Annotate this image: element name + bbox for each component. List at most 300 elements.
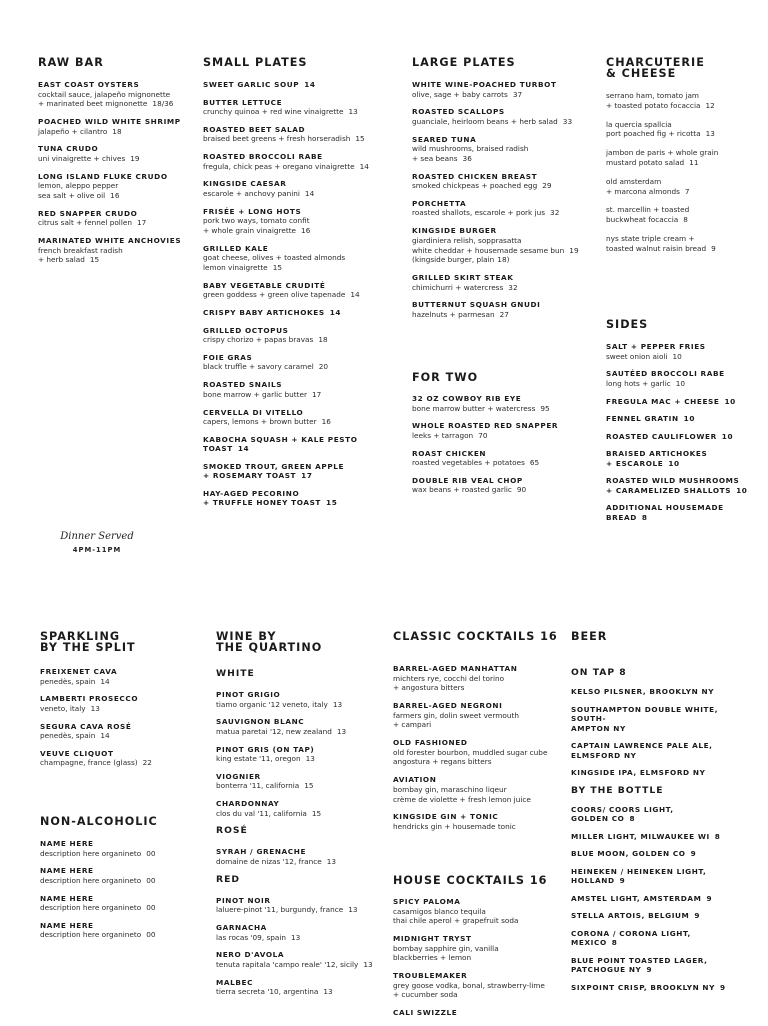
menu-item: [216, 847, 391, 866]
item-name-text: + ROSEMARY TOAST: [203, 471, 297, 481]
item-name: [412, 80, 602, 90]
item-description-text: green goddess + green olive tapenade: [203, 290, 346, 300]
item-description-text: wild mushrooms, braised radish: [412, 144, 529, 154]
item-name-text: VIOGNIER: [216, 771, 261, 781]
item-description-text: hazelnuts + parmesan: [412, 309, 495, 319]
menu-item: [203, 435, 403, 454]
menu-item: [203, 380, 403, 399]
menu-item: [606, 205, 756, 225]
item-description-text: pork two ways, tomato confit: [203, 216, 310, 226]
item-price: 7: [684, 186, 690, 196]
item-price: 29: [542, 181, 552, 191]
item-description-text: bonterra '11, california: [216, 781, 300, 791]
item-name: [412, 394, 602, 404]
item-name-text: GRILLED SKIRT STEAK: [412, 273, 514, 283]
item-name-text: SAUVIGNON BLANC: [216, 717, 305, 727]
item-name-text: COORS/ COORS LIGHT,: [571, 804, 674, 814]
item-description-text: long hots + garlic: [606, 378, 671, 388]
item-description-text: + campari: [393, 720, 432, 730]
item-price: 13: [705, 129, 715, 139]
item-description-text: description here organineto: [40, 903, 142, 913]
item-description: [606, 101, 756, 111]
menu-item: [412, 226, 602, 265]
item-description: [412, 236, 602, 246]
item-name: [40, 894, 210, 904]
item-description-text: guanciale, heirloom beans + herb salad: [412, 116, 558, 126]
item-description: [412, 283, 602, 293]
house-cocktails-section: [393, 875, 568, 1026]
item-description: [203, 107, 403, 117]
item-price: 18: [318, 335, 328, 345]
item-description: [40, 849, 210, 859]
item-description-text: description here organineto: [40, 848, 142, 858]
item-name-line2: [571, 814, 746, 824]
item-description: [38, 218, 198, 228]
beer-section: [571, 631, 746, 1000]
section-heading-line1: CHARCUTERIE: [606, 56, 705, 69]
item-name-text: OLD FASHIONED: [393, 738, 468, 748]
item-description: [393, 720, 568, 730]
item-list: [412, 394, 602, 495]
item-description-text: lemon vinaigrette: [203, 263, 268, 273]
item-name: [571, 705, 746, 724]
item-description: [606, 244, 756, 254]
menu-item: [412, 273, 602, 292]
item-description: [203, 417, 403, 427]
item-name-text: ROASTED SNAILS: [203, 380, 283, 390]
item-name-text: AMSTEL LIGHT, AMSTERDAM: [571, 893, 702, 903]
item-price: 13: [291, 932, 301, 942]
item-name: [571, 929, 746, 939]
item-description: [606, 158, 756, 168]
item-name: [412, 107, 602, 117]
item-name: [203, 489, 403, 499]
item-description: [40, 677, 210, 687]
item-price: 14: [359, 161, 369, 171]
item-price: 14: [304, 80, 316, 89]
item-name-text: PINOT GRIS (ON TAP): [216, 744, 315, 754]
menu-item: [571, 983, 746, 993]
section-heading: SIDES: [606, 318, 649, 331]
item-name-text: KELSO PILSNER, BROOKLYN NY: [571, 687, 715, 696]
item-name: [40, 722, 210, 732]
item-name: [412, 199, 602, 209]
section-heading: HOUSE COCKTAILS 16: [393, 874, 548, 887]
item-name-text: WHITE WINE-POACHED TURBOT: [412, 80, 557, 89]
menu-item: [606, 148, 756, 168]
item-description-text: black truffle + savory caramel: [203, 362, 314, 372]
item-description: [216, 700, 391, 710]
item-price: 15: [311, 808, 322, 818]
item-name: [38, 144, 198, 154]
section-heading-line1: WINE BY: [216, 630, 277, 643]
item-description: [38, 191, 198, 201]
item-description-text: bone marrow + garlic butter: [203, 389, 307, 399]
item-description: [412, 255, 602, 265]
item-name-text: CAPTAIN LAWRENCE PALE ALE,: [571, 741, 713, 750]
item-price: 00: [146, 848, 156, 858]
menu-item: [412, 80, 602, 99]
menu-item: [571, 929, 746, 948]
item-description: [216, 960, 391, 970]
item-name: [606, 342, 756, 352]
menu-item: [412, 449, 602, 468]
item-name-line2: [606, 513, 756, 523]
menu-item: [606, 91, 756, 111]
item-description-text: penedès, spain: [40, 731, 96, 741]
item-name: [393, 738, 568, 748]
item-name: [606, 397, 756, 407]
item-description: [393, 822, 568, 832]
item-name: [40, 921, 210, 931]
item-name: [40, 694, 210, 704]
menu-item: [203, 489, 403, 508]
item-price: 17: [301, 471, 313, 481]
item-description-text: hendricks gin + housemade tonic: [393, 821, 516, 831]
item-name-line2: [571, 751, 746, 761]
menu-item: [412, 394, 602, 413]
item-description: [393, 785, 568, 795]
item-price: 14: [350, 290, 360, 300]
menu-item: [571, 894, 746, 904]
item-list: [203, 80, 403, 508]
item-name: [393, 775, 568, 785]
item-name-text: NAME HERE: [40, 893, 94, 903]
item-description: [412, 310, 602, 320]
item-name: [606, 449, 756, 459]
item-description-text: + cucumber soda: [393, 990, 458, 1000]
item-description: [203, 362, 403, 372]
item-price: 10: [736, 485, 748, 495]
item-description: [203, 226, 403, 236]
item-price: 36: [462, 153, 472, 163]
item-description-text: domaine de nizas '12, france: [216, 856, 322, 866]
item-description: [216, 781, 391, 791]
item-description: [393, 916, 568, 926]
item-name: [571, 741, 746, 751]
menu-item: [203, 179, 403, 198]
subheading-white: WHITE: [216, 668, 255, 679]
item-name-text: TUNA CRUDO: [38, 144, 99, 154]
item-description-text: description here organineto: [40, 930, 142, 940]
item-name: [203, 80, 403, 90]
item-name-text: NAME HERE: [40, 920, 94, 930]
item-name-text: PINOT GRIGIO: [216, 690, 281, 699]
item-price: 14: [100, 731, 110, 741]
item-description-text: thai chile aperol + grapefruit soda: [393, 916, 519, 926]
item-description-text: bone marrow butter + watercress: [412, 403, 536, 413]
item-name-text: FOIE GRAS: [203, 352, 253, 362]
item-description: [606, 177, 756, 187]
item-description-text: king estate '11, oregon: [216, 754, 301, 764]
item-name-text: NERO D'AVOLA: [216, 950, 285, 960]
item-description: [216, 857, 391, 867]
item-description: [203, 253, 403, 263]
item-name-text: GRILLED KALE: [203, 243, 269, 253]
item-price: 10: [721, 431, 734, 441]
section-heading-line2: & CHEESE: [606, 67, 677, 80]
item-description: [203, 162, 403, 172]
item-name-text: ADDITIONAL HOUSEMADE: [606, 503, 724, 513]
item-description-text: buckwheat focaccia: [606, 215, 679, 225]
menu-item: [606, 503, 756, 522]
item-description-text: white cheddar + housemade sesame bun: [412, 245, 565, 255]
item-name: [606, 476, 756, 486]
menu-item: [393, 664, 568, 693]
item-price: 00: [146, 903, 156, 913]
menu-item: [571, 956, 746, 975]
item-description-text: port poached fig + ricotta: [606, 129, 701, 139]
item-name-text: FRISÉE + LONG HOTS: [203, 206, 302, 216]
item-description-text: citrus salt + fennel pollen: [38, 218, 132, 228]
menu-item: [393, 775, 568, 804]
item-name: [203, 380, 403, 390]
item-name: [606, 414, 756, 424]
item-description: [393, 748, 568, 758]
item-description: [606, 148, 756, 158]
item-price: 15: [89, 255, 100, 265]
item-description-text: capers, lemons + brown butter: [203, 417, 317, 427]
item-description: [203, 263, 403, 273]
item-description: [393, 907, 568, 917]
item-description: [393, 944, 568, 954]
item-name-text: GOLDEN CO: [571, 814, 625, 823]
item-price: 10: [672, 351, 682, 361]
item-description: [38, 181, 198, 191]
item-list: [216, 847, 391, 866]
item-price: 8: [683, 215, 688, 225]
item-description: [38, 127, 198, 137]
item-name-text: SIXPOINT CRISP, BROOKLYN NY: [571, 982, 716, 992]
item-name: [203, 98, 403, 108]
item-description: [412, 154, 602, 164]
menu-item: [606, 414, 756, 424]
item-description-text: bombay gin, maraschino liqeur: [393, 784, 507, 794]
item-name-text: SALT + PEPPER FRIES: [606, 342, 706, 351]
item-price: 16: [110, 190, 120, 200]
item-name-text: MALBEC: [216, 977, 254, 987]
item-name-text: PORCHETTA: [412, 198, 467, 208]
item-name-text: + TRUFFLE HONEY TOAST: [203, 498, 322, 508]
item-list: [393, 664, 568, 832]
item-name: [571, 983, 746, 993]
item-description: [412, 181, 602, 191]
item-description: [412, 90, 602, 100]
item-name-text: KINGSIDE IPA, ELMSFORD NY: [571, 768, 706, 777]
item-description-text: wax beans + roasted garlic: [412, 485, 512, 495]
item-name: [412, 449, 602, 459]
item-name-text: ROAST CHICKEN: [412, 448, 487, 458]
item-price-alt: 18): [497, 255, 510, 265]
item-price: 9: [694, 911, 701, 920]
item-name: [203, 125, 403, 135]
menu-item: [412, 476, 602, 495]
menu-item: [203, 152, 403, 171]
section-heading: SMALL PLATES: [203, 56, 308, 69]
item-description-text: farmers gin, dolin sweet vermouth: [393, 710, 519, 720]
item-name-text: CRISPY BABY ARTICHOKES: [203, 308, 325, 318]
item-name: [393, 664, 568, 674]
item-price: 13: [363, 959, 373, 969]
item-name-text: ROASTED SCALLOPS: [412, 107, 505, 117]
item-description: [606, 205, 756, 215]
menu-item: [393, 934, 568, 963]
item-description-text: tierra secreta '10, argentina: [216, 987, 319, 997]
item-name-text: KABOCHA SQUASH + KALE PESTO TOAST: [203, 434, 358, 454]
item-description-text: casamigos blanco tequila: [393, 906, 486, 916]
item-name: [393, 812, 568, 822]
item-price: 8: [641, 512, 648, 522]
item-price: 15: [304, 781, 314, 791]
menu-item: [40, 894, 210, 913]
menu-item: [38, 80, 198, 109]
item-name-text: ROASTED BROCCOLI RABE: [203, 152, 323, 162]
item-description-text: braised beet greens + fresh horseradish: [203, 134, 351, 144]
menu-item: [203, 80, 403, 90]
item-name-text: SWEET GARLIC SOUP: [203, 80, 300, 89]
item-description: [606, 129, 756, 139]
item-description-text: chimichurri + watercress: [412, 282, 504, 292]
item-description: [40, 704, 210, 714]
item-description: [393, 757, 568, 767]
menu-item: [412, 135, 602, 164]
item-name: [216, 772, 391, 782]
menu-item: [571, 805, 746, 824]
menu-item: [606, 120, 756, 140]
item-price: 00: [146, 930, 156, 940]
item-name-text: CALI SWIZZLE: [393, 1008, 458, 1018]
item-name: [203, 152, 403, 162]
item-description: [40, 903, 210, 913]
item-description-text: (kingside burger, plain: [412, 255, 495, 265]
item-description: [412, 458, 602, 468]
item-description-text: las rocas '09, spain: [216, 932, 287, 942]
item-name-text: SEARED TUNA: [412, 134, 477, 144]
item-price: 00: [146, 875, 156, 885]
item-description: [38, 90, 198, 100]
item-description-text: smoked chickpeas + poached egg: [412, 181, 538, 191]
item-price: 90: [516, 485, 527, 495]
item-name: [393, 971, 568, 981]
item-description: [40, 930, 210, 940]
menu-item: [38, 117, 198, 136]
menu-item: [203, 98, 403, 117]
item-name-text: 32 OZ COWBOY RIB EYE: [412, 394, 522, 403]
menu-item: [571, 705, 746, 734]
item-description-text: leeks + tarragon: [412, 430, 474, 440]
item-price: 8: [629, 814, 636, 823]
item-price: 13: [336, 726, 347, 736]
menu-item: [606, 369, 756, 388]
item-description: [393, 711, 568, 721]
menu-item: [203, 326, 403, 345]
item-name-text: LAMBERTI PROSECCO: [40, 694, 139, 704]
menu-item: [606, 342, 756, 361]
item-name: [412, 273, 602, 283]
menu-item: [40, 694, 210, 713]
item-price: 12: [705, 100, 715, 110]
item-description: [393, 795, 568, 805]
item-description-text: olive, sage + baby carrots: [412, 89, 508, 99]
menu-item: [216, 923, 391, 942]
item-price: 17: [136, 218, 147, 228]
item-description: [393, 683, 568, 693]
section-heading: FOR TWO: [412, 371, 479, 384]
item-description-text: michters rye, cocchi del torino: [393, 673, 505, 683]
item-description-text: champagne, france (glass): [40, 758, 138, 768]
item-name-text: BLUE MOON, GOLDEN CO: [571, 849, 686, 858]
item-name: [40, 667, 210, 677]
menu-item: [216, 772, 391, 791]
item-name: [216, 717, 391, 727]
item-name-text: EAST COAST OYSTERS: [38, 80, 140, 89]
item-description-text: sweet onion aioli: [606, 351, 668, 361]
item-price: 10: [668, 458, 680, 468]
item-description: [393, 990, 568, 1000]
item-description: [412, 144, 602, 154]
item-name: [38, 209, 198, 219]
item-description: [412, 431, 602, 441]
item-name-text: ROASTED WILD MUSHROOMS: [606, 476, 740, 486]
item-description-text: + herb salad: [38, 255, 85, 265]
item-name: [571, 894, 746, 904]
item-price: 11: [689, 157, 699, 167]
item-name-text: ROASTED BEET SALAD: [203, 124, 306, 134]
item-name: [38, 172, 198, 182]
menu-item: [203, 207, 403, 236]
item-name-text: PINOT NOIR: [216, 895, 271, 905]
item-description: [38, 246, 198, 256]
item-description-text: fregula, chick peas + oregano vinaigrette: [203, 161, 355, 171]
menu-item: [412, 421, 602, 440]
item-price: 32: [550, 208, 560, 218]
item-name-text: HEINEKEN / HEINEKEN LIGHT,: [571, 866, 707, 876]
item-name: [606, 369, 756, 379]
item-name-line2: [571, 724, 746, 734]
item-name: [203, 353, 403, 363]
menu-item: [393, 812, 568, 831]
menu-item: [606, 177, 756, 197]
item-name-text: HAY-AGED PECORINO: [203, 488, 300, 498]
item-description: [216, 905, 391, 915]
item-price: 14: [304, 188, 315, 198]
item-name-line2: [606, 486, 756, 496]
item-description-text: + marcona almonds: [606, 186, 680, 196]
item-name-text: BLUE POINT TOASTED LAGER,: [571, 955, 708, 965]
item-price: 65: [529, 458, 540, 468]
item-list: [393, 897, 568, 1018]
item-name-text: ELMSFORD NY: [571, 750, 637, 760]
item-name-text: BARREL-AGED MANHATTAN: [393, 664, 518, 673]
item-description: [40, 876, 210, 886]
item-description: [606, 187, 756, 197]
menu-item: [38, 236, 198, 265]
item-price: 8: [611, 938, 618, 947]
item-description: [216, 754, 391, 764]
item-list: [38, 80, 198, 265]
item-price: 10: [683, 414, 696, 424]
item-name: [203, 281, 403, 291]
item-name: [216, 978, 391, 988]
item-name: [571, 849, 746, 859]
item-name: [216, 690, 391, 700]
item-description-text: french breakfast radish: [38, 245, 123, 255]
item-name: [393, 1008, 568, 1018]
item-price: 9: [711, 243, 716, 253]
menu-item: [571, 741, 746, 760]
item-name-text: AVIATION: [393, 775, 437, 785]
item-name-text: BARREL-AGED NEGRONI: [393, 701, 503, 711]
